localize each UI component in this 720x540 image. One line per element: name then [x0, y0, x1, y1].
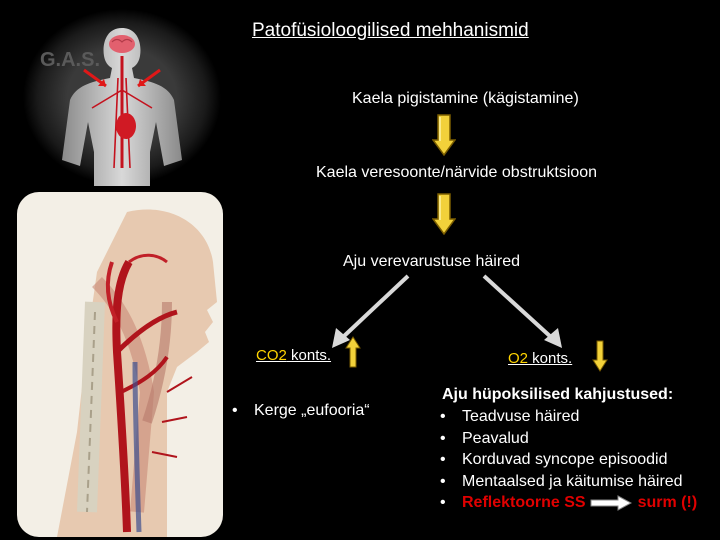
reflex-cardiac-arrest-label: Reflektoorne SS — [462, 494, 586, 511]
death-label: surm (!) — [637, 494, 698, 511]
co2-label-rest: konts. — [286, 347, 332, 364]
list-item: • Reflektoorne SS surm (!) — [440, 492, 697, 514]
flow-step-1: Kaela pigistamine (kägistamine) — [352, 90, 579, 107]
list-item: • Kerge „eufooria“ — [232, 402, 370, 419]
left-bullet-list — [232, 400, 370, 422]
down-arrow-icon — [432, 193, 456, 235]
up-arrow-icon — [345, 336, 361, 368]
list-item: • Mentaalsed ja käitumise häired — [440, 472, 683, 490]
o2-concentration-label — [508, 350, 572, 367]
o2-label-rest: konts. — [528, 350, 573, 367]
svg-text:G.A.S.: G.A.S. — [40, 49, 101, 71]
hypoxic-damage-heading: Aju hüpoksilised kahjustused: — [442, 386, 674, 403]
list-item: • Korduvad syncope episoodid — [440, 451, 668, 468]
page-title: Patofüsioloogilised mehhanismid — [252, 20, 529, 41]
list-item: • Teadvuse häired — [440, 408, 580, 425]
body-illustration-image — [22, 8, 222, 186]
co2-label: CO2 — [256, 347, 287, 364]
flow-step-2: Kaela veresoonte/närvide obstruktsioon — [316, 164, 598, 181]
neck-anatomy-image — [17, 192, 223, 537]
flow-step-3: Aju verevarustuse häired — [343, 253, 520, 270]
down-arrow-icon — [592, 340, 608, 372]
down-arrow-icon — [432, 114, 456, 156]
list-item: • Peavalud — [440, 429, 529, 447]
right-arrow-icon — [590, 495, 632, 511]
right-bullet-list — [440, 406, 697, 514]
co2-concentration-label — [256, 347, 331, 364]
o2-label: O2 — [508, 350, 529, 367]
